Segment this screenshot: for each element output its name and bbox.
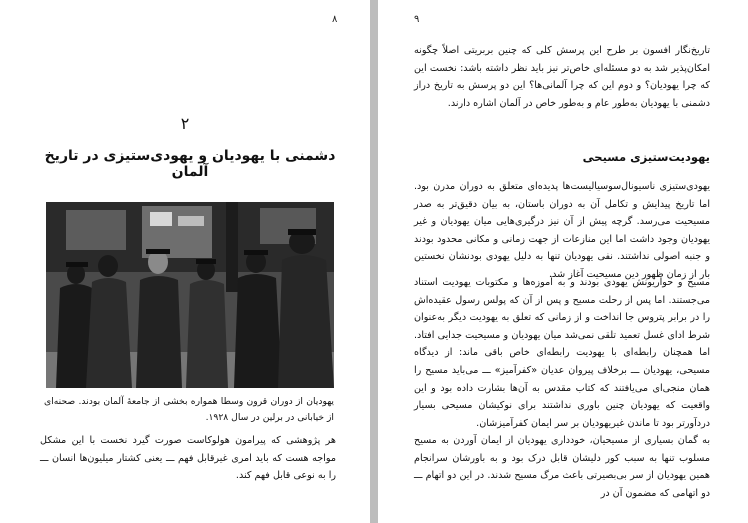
body-paragraph-2: مسیح و حواریونش یهودی بودند و به آموزه‌ها و مکتوبات یهودیت استناد می‌جستند. اما پس از رحلت مسیح و پس از آن که پولس رسول عقیده‌اش را در برابر پتروس جا انداخت و از زمانی که تعلق به یهودیت دیگر به‌عنوان شرط ادای غسل تعمید تلقی نمی‌شد میان یهودیان و مسیحیت جدایی افتاد. اما همچنان رابطه‌ای با یهودیت رابطه‌ای خاص باقی ماند: از دیدگاه مسیحی، یهودیان ـــ برخلاف پیروان عدیان «کفرآمیز» ـــ می‌باید مسیح را همان منجی‌ای می‌یافتند که کتاب مقدس به آن‌ها بشارت داده بود و این واقعیت که یهودیان چنین باوری نداشتند برای نوکیشان مسیحی بسیار دردآورتر بود تا ماندن غیریهودیان بر سر ایمان کفرآمیزشان. [414,277,710,429]
photo-caption: یهودیان از دوران قرون وسطا همواره بخشی از جامعهٔ آلمان بودند. صحنه‌ای از خیابانی در برلین در سال ۱۹۲۸. [44,396,334,423]
intro-paragraph: تاریخ‌نگار افسون بر طرح این پرسش کلی که چنین بربریتی اصلاً چگونه امکان‌پذیر شد به دو مسئله‌ای خاص‌تر نیز باید نظر داشته باشد: نخست این که چرا یهودیان؟ و دوم این که چرا آلمانی‌ها؟ این دو پرسش به تاریخ دراز دشمنی با یهودیان به‌طور عام و به‌طور خاص در آلمان اشاره دارند. [414,45,710,109]
chapter-title: دشمنی با یهودیان و یهودی‌ستیزی در تاریخ آلمان [44,148,336,180]
left-page [0,0,370,523]
chapter-number: ۲ [180,114,190,133]
page-number-right: ۹ [414,14,420,25]
section-heading: یهودیت‌ستیزی مسیحی [582,150,710,164]
book-gutter [370,0,378,523]
historical-street-photo [46,202,334,388]
left-body-paragraph: هر پژوهشی که پیرامون هولوکاست صورت گیرد نخست با این مشکل مواجه هست که باید امری غیرقابل فهم ـــ یعنی کشتار میلیون‌ها انسان ـــ را به نوعی قابل فهم کند. [40,435,336,482]
body-paragraph-1: یهودی‌ستیزی ناسیونال‌سوسیالیست‌ها پدیده‌ای متعلق به دوران مدرن بود. اما تاریخ پیدایش و تکامل آن به دوران باستان، به بیان دقیق‌تر به صدر مسیحیت می‌رسد. گرچه پیش از آن نیز درگیری‌هایی میان یهودیان و غیر یهودیان وجود داشت اما این منازعات از جهت زمانی و مکانی محدود بودند و جنبه اصولی نداشتند. نفی یهودیان تنها به دلیل یهودی بودنشان نخستین بار از زمان ظهور دین مسیحیت آغاز شد. [414,181,710,280]
body-paragraph-3: به گمان بسیاری از مسیحیان، خودداری یهودیان از ایمان آوردن به مسیح مسلوب تنها به سبب کور دلیشان قابل درک بود و به باورشان سرانجام همین یهودیان از سر بی‌بصیرتی باعث مرگ مسیح شدند. در این دو اتهام ـــ دو اتهامی که مضمون آن در [414,435,710,499]
page-number-left: ۸ [332,14,338,25]
right-page [378,0,748,523]
